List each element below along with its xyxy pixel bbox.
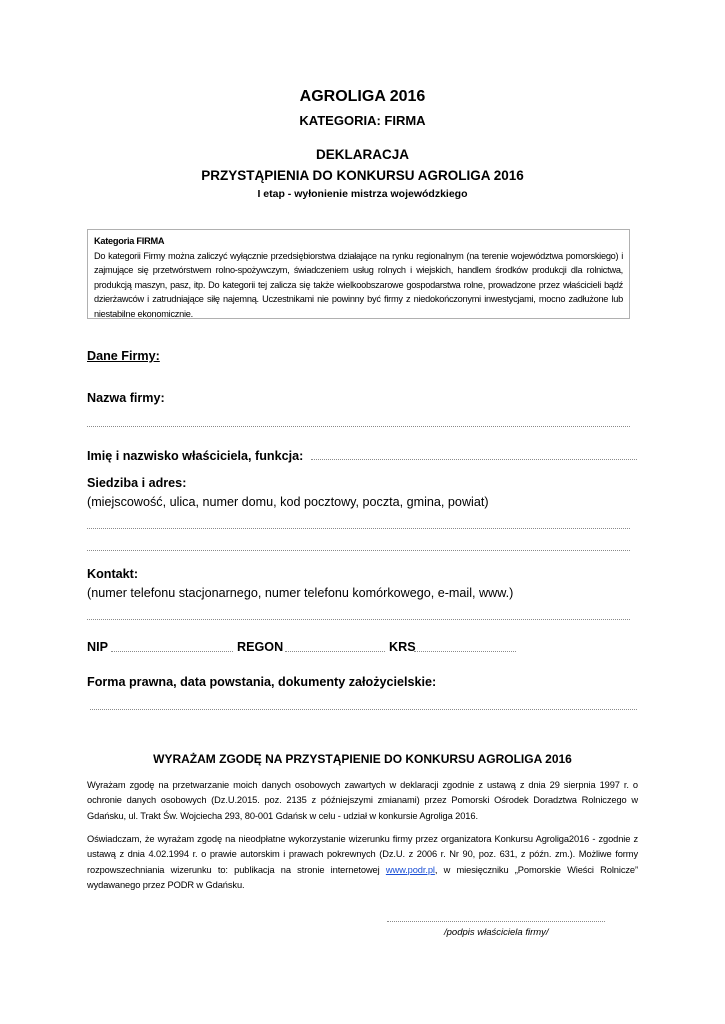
podr-link[interactable]: www.podr.pl bbox=[385, 864, 435, 875]
owner-field[interactable] bbox=[311, 459, 637, 460]
consent-paragraph-image-text: Oświadczam, że wyrażam zgodę na nieodpłatne wykorzystanie wizerunku firmy przez organizatora Konkursu Agroliga2016 - zgodnie z ustawą z dnia 4.02.1994 r. o prawie autorskim i prawach pokrewnych (Dz.U. z 2006 r. Nr 90, poz. 631, z późn. zm.). Możliwe formy rozpowszechniania wizerunku to: publikacja na stronie internetowej bbox=[87, 834, 638, 875]
document-title: AGROLIGA 2016 bbox=[299, 88, 426, 105]
category-description-box bbox=[87, 229, 630, 319]
address-label: Siedziba i adres: bbox=[87, 476, 187, 490]
address-hint: (miejscowość, ulica, numer domu, kod pocztowy, poczta, gmina, powiat) bbox=[87, 495, 489, 509]
krs-label: KRS bbox=[389, 640, 416, 654]
stage-subtitle: I etap - wyłonienie mistrza wojewódzkiego bbox=[257, 188, 468, 200]
contact-hint: (numer telefonu stacjonarnego, numer telefonu komórkowego, e-mail, www.) bbox=[87, 586, 514, 600]
address-field-line-1[interactable] bbox=[87, 528, 630, 529]
owner-label: Imię i nazwisko właściciela, funkcja: bbox=[87, 449, 304, 463]
nip-label: NIP bbox=[87, 640, 108, 654]
regon-label: REGON bbox=[237, 640, 284, 654]
nip-field[interactable] bbox=[111, 651, 233, 652]
category-box-text: Do kategorii Firmy można zaliczyć wyłącznie przedsiębiorstwa działające na rynku regionalnym (na terenie województwa pomorskiego) i zajmujące się przetwórstwem rolno-spożywczym, świadczeniem usług rolnych i wiejskich, handlem środków produkcji dla rolnictwa, produkcją maszyn, pasz, itp. Do kategorii tej zalicza się także wielkoobszarowe gospodarstwa rolne, prowadzone przez właścicieli bądź dzierżawców i zatrudniające siłę najemną. Uczestnikami nie powinny być firmy z niedokończonymi inwestycjami, mocno zadłużone lub niestabilne ekonomicznie. bbox=[94, 250, 623, 319]
company-data-section-title: Dane Firmy: bbox=[87, 349, 160, 363]
company-name-label: Nazwa firmy: bbox=[87, 391, 165, 405]
declaration-heading: DEKLARACJA bbox=[315, 147, 409, 162]
legal-form-label: Forma prawna, data powstania, dokumenty założycielskie: bbox=[87, 675, 437, 689]
consent-heading: WYRAŻAM ZGODĘ NA PRZYSTĄPIENIE DO KONKURSU AGROLIGA 2016 bbox=[153, 752, 572, 766]
consent-paragraph-data: Wyrażam zgodę na przetwarzanie moich danych osobowych zawartych w deklaracji zgodnie z ustawą z dnia 29 sierpnia 1997 r. o ochronie danych osobowych (Dz.U.2015. poz. 2135 z późniejszymi zmianami) przez Pomorski Ośrodek Doradztwa Rolniczego w Gdańsku, ul. Trakt Św. Wojciecha 293, 80-001 Gdańsk w celu - udział w konkursie Agroliga 2016. bbox=[87, 780, 638, 821]
category-box-title: Kategoria FIRMA bbox=[94, 236, 165, 246]
signature-line[interactable] bbox=[387, 921, 605, 922]
regon-field[interactable] bbox=[285, 651, 385, 652]
signature-caption: /podpis właściciela firmy/ bbox=[444, 927, 549, 938]
contact-label: Kontakt: bbox=[87, 567, 139, 581]
legal-form-field[interactable] bbox=[90, 709, 637, 710]
category-heading: KATEGORIA: FIRMA bbox=[299, 113, 426, 128]
contact-field[interactable] bbox=[87, 619, 630, 620]
consent-paragraph-image bbox=[87, 832, 638, 893]
address-field-line-2[interactable] bbox=[87, 550, 630, 551]
krs-field[interactable] bbox=[414, 651, 516, 652]
company-name-field[interactable] bbox=[87, 426, 630, 427]
declaration-subtitle: PRZYSTĄPIENIA DO KONKURSU AGROLIGA 2016 bbox=[201, 168, 524, 183]
consent-paragraph-image-text-end: , w miesięczniku „Pomorskie Wieści Rolnicze” wydawanego przez PODR w Gdańsku. bbox=[87, 864, 638, 890]
